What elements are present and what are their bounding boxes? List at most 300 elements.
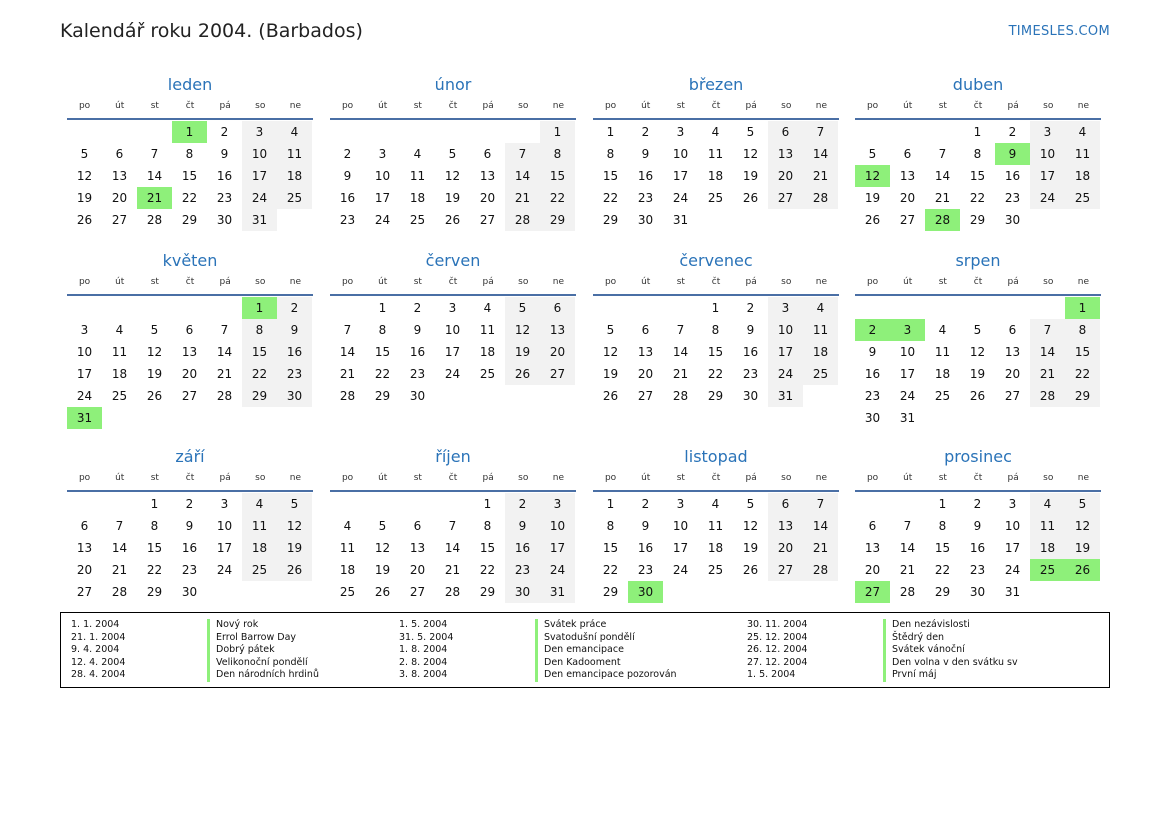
day-cell: 24 <box>1004 563 1021 577</box>
day-cell: 6 <box>413 519 422 533</box>
day-cell: 17 <box>76 367 93 381</box>
day-cell: 16 <box>637 541 654 555</box>
weekday-label: ne <box>289 277 302 287</box>
empty-cell <box>628 297 663 319</box>
day-cell: 20 <box>864 563 881 577</box>
holiday-name: Den národních hrdinů <box>207 669 319 682</box>
day-cell: 20 <box>540 341 575 363</box>
holiday-row <box>747 657 1067 670</box>
empty-cell <box>925 297 960 319</box>
day-cell: 12 <box>969 345 986 359</box>
day-cell: 18 <box>707 169 724 183</box>
holiday-row <box>71 644 391 657</box>
day-cell: 12 <box>76 169 93 183</box>
day-cell: 18 <box>339 563 356 577</box>
day-cell: 14 <box>216 345 233 359</box>
holiday-row <box>71 632 391 645</box>
day-cell: 22 <box>602 563 619 577</box>
day-cell: 26 <box>277 559 312 581</box>
holiday-row <box>399 632 719 645</box>
holiday-day-cell: 28 <box>925 209 960 231</box>
day-cell: 16 <box>742 345 759 359</box>
day-cell: 10 <box>216 519 233 533</box>
weekday-label: út <box>641 473 651 483</box>
day-cell: 8 <box>1065 319 1100 341</box>
day-cell: 19 <box>277 537 312 559</box>
day-cell: 27 <box>111 213 128 227</box>
day-cell: 14 <box>1030 341 1065 363</box>
weekday-label: so <box>781 277 792 287</box>
day-grid <box>593 121 839 231</box>
day-cell: 20 <box>76 563 93 577</box>
day-cell: 13 <box>181 345 198 359</box>
day-cell: 26 <box>742 563 759 577</box>
day-cell: 11 <box>277 143 312 165</box>
holiday-name: Nový rok <box>207 619 258 632</box>
weekday-label: po <box>604 473 617 483</box>
empty-cell <box>995 297 1030 319</box>
day-cell: 13 <box>1004 345 1021 359</box>
day-cell: 6 <box>903 147 912 161</box>
weekday-label: so <box>255 473 266 483</box>
month-block <box>593 446 839 603</box>
day-cell: 19 <box>505 341 540 363</box>
day-cell: 4 <box>711 497 720 511</box>
day-cell: 28 <box>146 213 163 227</box>
site-link[interactable]: TIMESLES.COM <box>1008 24 1110 39</box>
day-cell: 8 <box>606 147 615 161</box>
weekday-label: st <box>676 473 685 483</box>
day-cell: 26 <box>864 213 881 227</box>
weekday-label: út <box>903 277 913 287</box>
weekday-label: út <box>903 101 913 111</box>
day-cell: 6 <box>115 147 124 161</box>
weekday-label: út <box>378 277 388 287</box>
day-cell: 19 <box>742 169 759 183</box>
day-grid <box>593 297 839 407</box>
holiday-name: Den nezávislosti <box>883 619 970 632</box>
day-cell: 8 <box>483 519 492 533</box>
day-cell: 11 <box>707 519 724 533</box>
day-cell: 12 <box>277 515 312 537</box>
day-cell: 3 <box>540 493 575 515</box>
day-cell: 29 <box>602 213 619 227</box>
weekday-label: st <box>150 277 159 287</box>
month-block <box>593 250 839 407</box>
holiday-day-cell: 1 <box>172 121 207 143</box>
day-cell: 29 <box>934 585 951 599</box>
day-cell: 1 <box>606 125 615 139</box>
day-grid <box>67 297 313 429</box>
day-cell: 22 <box>242 363 277 385</box>
day-cell: 8 <box>606 519 615 533</box>
weekday-label: ne <box>815 101 828 111</box>
day-cell: 22 <box>969 191 986 205</box>
weekday-label: čt <box>185 277 195 287</box>
holiday-name: První máj <box>883 669 937 682</box>
day-cell: 6 <box>80 519 89 533</box>
day-cell: 25 <box>277 187 312 209</box>
day-cell: 15 <box>540 165 575 187</box>
day-cell: 5 <box>868 147 877 161</box>
day-cell: 23 <box>409 367 426 381</box>
holiday-day-cell: 1 <box>242 297 277 319</box>
weekday-header <box>593 470 839 492</box>
day-cell: 11 <box>479 323 496 337</box>
day-cell: 7 <box>938 147 947 161</box>
day-cell: 19 <box>602 367 619 381</box>
day-cell: 30 <box>181 585 198 599</box>
day-cell: 23 <box>1004 191 1021 205</box>
weekday-label: so <box>255 277 266 287</box>
month-name: listopad <box>684 447 748 466</box>
day-cell: 17 <box>540 537 575 559</box>
day-cell: 4 <box>115 323 124 337</box>
day-cell: 23 <box>505 559 540 581</box>
month-name: červenec <box>679 251 753 270</box>
day-cell: 25 <box>111 389 128 403</box>
day-cell: 30 <box>969 585 986 599</box>
day-cell: 10 <box>540 515 575 537</box>
day-cell: 1 <box>973 125 982 139</box>
day-cell: 30 <box>216 213 233 227</box>
day-cell: 7 <box>803 493 838 515</box>
day-cell: 9 <box>220 147 229 161</box>
day-cell: 4 <box>277 121 312 143</box>
day-cell: 27 <box>1004 389 1021 403</box>
day-cell: 18 <box>111 367 128 381</box>
day-cell: 13 <box>768 143 803 165</box>
day-cell: 2 <box>505 493 540 515</box>
day-cell: 9 <box>746 323 755 337</box>
day-cell: 21 <box>1030 363 1065 385</box>
weekday-label: po <box>604 101 617 111</box>
day-cell: 28 <box>505 209 540 231</box>
day-cell: 10 <box>374 169 391 183</box>
holiday-row <box>71 619 391 632</box>
weekday-label: út <box>115 277 125 287</box>
weekday-header <box>855 470 1101 492</box>
day-cell: 3 <box>80 323 89 337</box>
weekday-label: ne <box>552 277 565 287</box>
weekday-label: so <box>1043 473 1054 483</box>
day-cell: 21 <box>444 563 461 577</box>
holiday-row <box>399 657 719 670</box>
day-cell: 17 <box>1030 165 1065 187</box>
weekday-label: so <box>1043 101 1054 111</box>
weekday-label: po <box>78 473 91 483</box>
day-cell: 30 <box>864 411 881 425</box>
weekday-label: čt <box>448 473 458 483</box>
day-cell: 8 <box>711 323 720 337</box>
holiday-date: 25. 12. 2004 <box>747 631 808 643</box>
weekday-label: ne <box>1077 473 1090 483</box>
day-cell: 5 <box>448 147 457 161</box>
weekday-label: čt <box>185 101 195 111</box>
day-cell: 6 <box>641 323 650 337</box>
weekday-label: ne <box>289 101 302 111</box>
empty-cell <box>855 121 890 143</box>
day-cell: 17 <box>242 165 277 187</box>
day-cell: 18 <box>409 191 426 205</box>
day-cell: 4 <box>343 519 352 533</box>
day-cell: 27 <box>768 559 803 581</box>
day-cell: 23 <box>339 213 356 227</box>
weekday-label: st <box>413 101 422 111</box>
day-cell: 11 <box>1065 143 1100 165</box>
weekday-label: čt <box>711 473 721 483</box>
day-cell: 31 <box>1004 585 1021 599</box>
weekday-header <box>593 98 839 120</box>
holiday-row <box>747 632 1067 645</box>
day-cell: 4 <box>711 125 720 139</box>
weekday-label: st <box>150 473 159 483</box>
weekday-label: pá <box>482 277 494 287</box>
holiday-date: 1. 5. 2004 <box>747 669 796 681</box>
day-cell: 14 <box>111 541 128 555</box>
day-grid <box>330 297 576 407</box>
empty-cell <box>593 297 628 319</box>
day-cell: 3 <box>768 297 803 319</box>
day-cell: 11 <box>339 541 356 555</box>
day-cell: 11 <box>242 515 277 537</box>
weekday-label: so <box>781 473 792 483</box>
day-cell: 12 <box>742 147 759 161</box>
day-cell: 18 <box>934 367 951 381</box>
weekday-label: út <box>641 277 651 287</box>
weekday-label: út <box>115 473 125 483</box>
day-cell: 16 <box>409 345 426 359</box>
holiday-column <box>747 619 1067 682</box>
day-cell: 9 <box>413 323 422 337</box>
day-cell: 24 <box>768 363 803 385</box>
empty-cell <box>330 493 365 515</box>
month-name: říjen <box>435 447 471 466</box>
day-cell: 22 <box>602 191 619 205</box>
day-cell: 8 <box>185 147 194 161</box>
day-cell: 16 <box>277 341 312 363</box>
day-cell: 25 <box>934 389 951 403</box>
day-cell: 10 <box>672 519 689 533</box>
day-cell: 17 <box>672 541 689 555</box>
weekday-label: ne <box>815 473 828 483</box>
day-cell: 8 <box>938 519 947 533</box>
empty-cell <box>67 121 102 143</box>
day-cell: 26 <box>602 389 619 403</box>
weekday-label: čt <box>973 277 983 287</box>
day-cell: 27 <box>768 187 803 209</box>
day-cell: 23 <box>637 191 654 205</box>
day-cell: 27 <box>637 389 654 403</box>
holiday-date: 27. 12. 2004 <box>747 656 808 668</box>
empty-cell <box>207 297 242 319</box>
day-cell: 19 <box>742 541 759 555</box>
day-cell: 24 <box>540 559 575 581</box>
day-cell: 9 <box>641 147 650 161</box>
day-cell: 17 <box>216 541 233 555</box>
day-cell: 26 <box>444 213 461 227</box>
holiday-day-cell: 9 <box>995 143 1030 165</box>
day-cell: 7 <box>343 323 352 337</box>
weekday-header <box>67 98 313 120</box>
day-cell: 24 <box>444 367 461 381</box>
day-cell: 13 <box>768 515 803 537</box>
day-cell: 24 <box>672 563 689 577</box>
day-cell: 28 <box>339 389 356 403</box>
day-cell: 11 <box>409 169 426 183</box>
day-cell: 15 <box>707 345 724 359</box>
day-cell: 10 <box>672 147 689 161</box>
day-cell: 28 <box>803 187 838 209</box>
day-cell: 11 <box>111 345 128 359</box>
day-cell: 9 <box>185 519 194 533</box>
weekday-label: pá <box>1007 277 1019 287</box>
weekday-header <box>330 470 576 492</box>
day-cell: 7 <box>448 519 457 533</box>
day-cell: 30 <box>637 213 654 227</box>
holiday-name: Den emancipace pozorován <box>535 669 677 682</box>
day-cell: 24 <box>76 389 93 403</box>
day-cell: 6 <box>483 147 492 161</box>
weekday-label: út <box>903 473 913 483</box>
day-cell: 29 <box>707 389 724 403</box>
day-cell: 7 <box>115 519 124 533</box>
day-cell: 25 <box>803 363 838 385</box>
day-cell: 26 <box>969 389 986 403</box>
day-cell: 15 <box>969 169 986 183</box>
day-cell: 13 <box>76 541 93 555</box>
day-cell: 13 <box>409 541 426 555</box>
weekday-label: pá <box>219 277 231 287</box>
day-cell: 23 <box>637 563 654 577</box>
day-cell: 23 <box>181 563 198 577</box>
month-name: březen <box>688 75 744 94</box>
weekday-label: so <box>781 101 792 111</box>
day-cell: 1 <box>378 301 387 315</box>
day-cell: 25 <box>409 213 426 227</box>
empty-cell <box>102 297 137 319</box>
day-cell: 16 <box>339 191 356 205</box>
day-cell: 17 <box>899 367 916 381</box>
weekday-label: pá <box>745 473 757 483</box>
weekday-label: po <box>341 277 354 287</box>
empty-cell <box>330 297 365 319</box>
day-cell: 15 <box>181 169 198 183</box>
day-cell: 13 <box>899 169 916 183</box>
weekday-label: po <box>341 473 354 483</box>
empty-cell <box>102 121 137 143</box>
empty-cell <box>663 297 698 319</box>
month-name: duben <box>952 75 1004 94</box>
day-cell: 16 <box>969 541 986 555</box>
day-cell: 8 <box>150 519 159 533</box>
month-block <box>855 250 1101 429</box>
holiday-date: 30. 11. 2004 <box>747 619 808 630</box>
day-cell: 26 <box>76 213 93 227</box>
day-cell: 22 <box>479 563 496 577</box>
day-cell: 12 <box>602 345 619 359</box>
weekday-label: ne <box>1077 277 1090 287</box>
day-cell: 4 <box>242 493 277 515</box>
day-cell: 5 <box>746 497 755 511</box>
holiday-row <box>71 669 391 682</box>
weekday-label: ne <box>552 473 565 483</box>
weekday-label: st <box>938 101 947 111</box>
day-cell: 19 <box>76 191 93 205</box>
day-cell: 25 <box>707 563 724 577</box>
day-cell: 29 <box>602 585 619 599</box>
weekday-header <box>330 274 576 296</box>
day-cell: 6 <box>768 121 803 143</box>
day-cell: 23 <box>742 367 759 381</box>
holiday-day-cell: 3 <box>890 319 925 341</box>
day-cell: 24 <box>374 213 391 227</box>
day-cell: 17 <box>374 191 391 205</box>
day-cell: 20 <box>181 367 198 381</box>
day-cell: 14 <box>672 345 689 359</box>
empty-cell <box>400 493 435 515</box>
day-cell: 27 <box>76 585 93 599</box>
weekday-label: po <box>341 101 354 111</box>
day-cell: 2 <box>277 297 312 319</box>
day-cell: 1 <box>483 497 492 511</box>
weekday-label: čt <box>973 101 983 111</box>
day-cell: 28 <box>803 559 838 581</box>
month-block <box>67 446 313 603</box>
day-cell: 12 <box>742 519 759 533</box>
empty-cell <box>330 121 365 143</box>
day-cell: 17 <box>444 345 461 359</box>
weekday-label: čt <box>448 277 458 287</box>
empty-cell <box>470 121 505 143</box>
empty-cell <box>505 121 540 143</box>
weekday-label: po <box>866 473 879 483</box>
weekday-label: st <box>676 101 685 111</box>
weekday-label: po <box>78 101 91 111</box>
day-cell: 27 <box>409 585 426 599</box>
empty-cell <box>1030 297 1065 319</box>
holiday-day-cell: 12 <box>855 165 890 187</box>
day-cell: 20 <box>768 165 803 187</box>
day-cell: 7 <box>676 323 685 337</box>
holiday-date: 1. 5. 2004 <box>399 619 448 630</box>
day-cell: 24 <box>242 187 277 209</box>
month-name: srpen <box>955 251 1001 270</box>
day-cell: 7 <box>220 323 229 337</box>
day-cell: 5 <box>1065 493 1100 515</box>
day-cell: 18 <box>1030 537 1065 559</box>
day-cell: 29 <box>1065 385 1100 407</box>
day-cell: 2 <box>343 147 352 161</box>
day-cell: 12 <box>505 319 540 341</box>
day-cell: 15 <box>602 169 619 183</box>
day-cell: 26 <box>374 585 391 599</box>
day-cell: 29 <box>242 385 277 407</box>
month-block <box>67 250 313 429</box>
holiday-name: Svátek práce <box>535 619 606 632</box>
weekday-label: út <box>378 473 388 483</box>
holiday-date: 31. 5. 2004 <box>399 631 454 643</box>
day-cell: 19 <box>864 191 881 205</box>
day-cell: 14 <box>803 515 838 537</box>
day-cell: 7 <box>803 121 838 143</box>
day-cell: 3 <box>242 121 277 143</box>
holiday-list <box>60 612 1110 688</box>
weekday-label: pá <box>745 277 757 287</box>
day-cell: 5 <box>606 323 615 337</box>
day-cell: 18 <box>1065 165 1100 187</box>
day-cell: 28 <box>111 585 128 599</box>
